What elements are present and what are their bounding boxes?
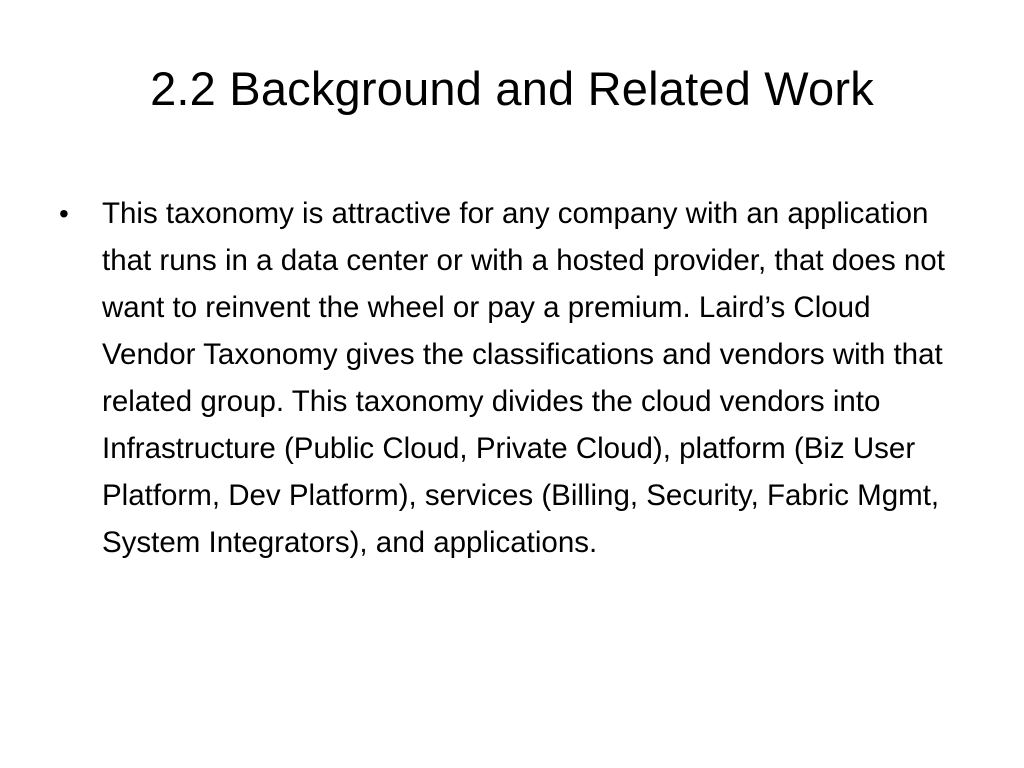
bullet-text: This taxonomy is attractive for any company with an application that runs in a data center or with a hosted provider, that does not want to reinvent the wheel or pay a premium. Laird’s Cloud Vendor Taxonomy gives the classifications and vendors with that related group. This taxonomy divides the cloud vendors into Infrastructure (Public Cloud, Private Cloud), platform (Biz User Platform, Dev Platform), services (Billing, Security, Fabric Mgmt, System Integrators), and applications.	[102, 197, 945, 559]
bullet-list	[56, 190, 946, 566]
bullet-icon: •	[59, 198, 69, 229]
bullet-item	[56, 190, 946, 566]
slide-title: 2.2 Background and Related Work	[150, 62, 874, 115]
